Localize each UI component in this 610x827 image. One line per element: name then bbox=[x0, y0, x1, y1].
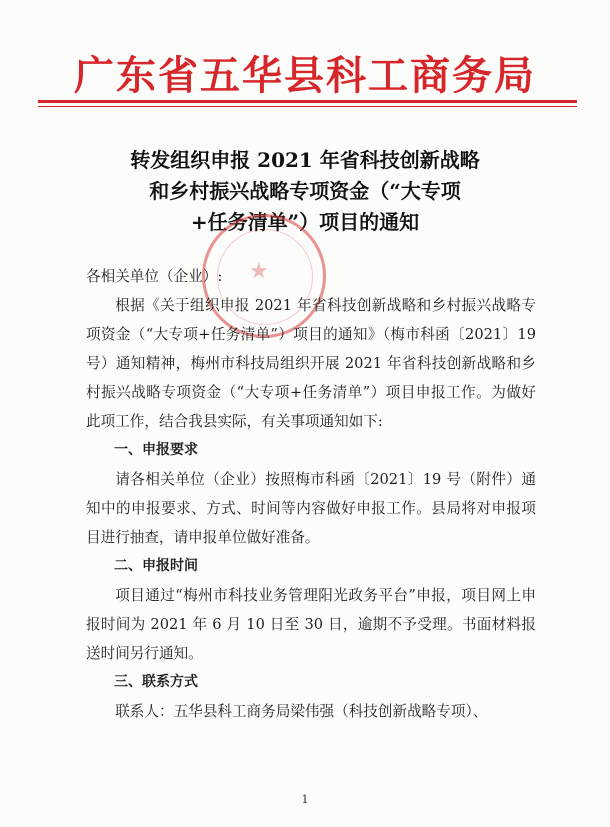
document-title bbox=[60, 145, 550, 238]
section-text-contact: 联系人：五华县科工商务局梁伟强（科技创新战略专项）、 bbox=[115, 703, 488, 720]
section-heading-contact: 三、联系方式 bbox=[114, 674, 198, 690]
intro-paragraph: 根据《关于组织申报 2021 年省科技创新战略和乡村振兴战略专项资金（“大专项+任务清单”）项目的通知》（梅市科函〔2021〕19 号）通知精神，梅州市科技局组织开展 2021 年省科技创新战略和乡村振兴战略专项资金（“大专项+任务清单”）项目申报工作。为做好此项工作，结合我县实际，有关事项通知如下: bbox=[86, 297, 536, 430]
document-body bbox=[86, 262, 536, 726]
title-line-1: 转发组织申报 2021 年省科技创新战略 bbox=[130, 148, 480, 172]
section-heading-requirements: 一、申报要求 bbox=[114, 442, 198, 458]
section-text-requirements: 请各相关单位（企业）按照梅市科函〔2021〕19 号（附件）通知中的申报要求、方式、时间等内容做好申报工作。县局将对申报项目进行抽查，请申报单位做好准备。 bbox=[86, 471, 536, 546]
title-line-3: +任务清单”）项目的通知 bbox=[190, 210, 420, 234]
seal-star-icon: ★ bbox=[249, 259, 269, 284]
section-text-time: 项目通过“梅州市科技业务管理阳光政务平台”申报，项目网上申报时间为 2021 年 6 月 10 日至 30 日，逾期不予受理。书面材料报送时间另行通知。 bbox=[86, 587, 536, 662]
title-line-2: 和乡村振兴战略专项资金（“大专项 bbox=[149, 179, 461, 203]
section-heading-time: 二、申报时间 bbox=[114, 558, 198, 574]
document-header-org-name: 广东省五华县科工商务局 bbox=[74, 52, 536, 99]
header-rule-thick bbox=[38, 100, 577, 103]
salutation: 各相关单位（企业）: bbox=[86, 268, 223, 285]
page-number: 1 bbox=[301, 793, 309, 806]
header-rule-thin bbox=[38, 106, 577, 107]
